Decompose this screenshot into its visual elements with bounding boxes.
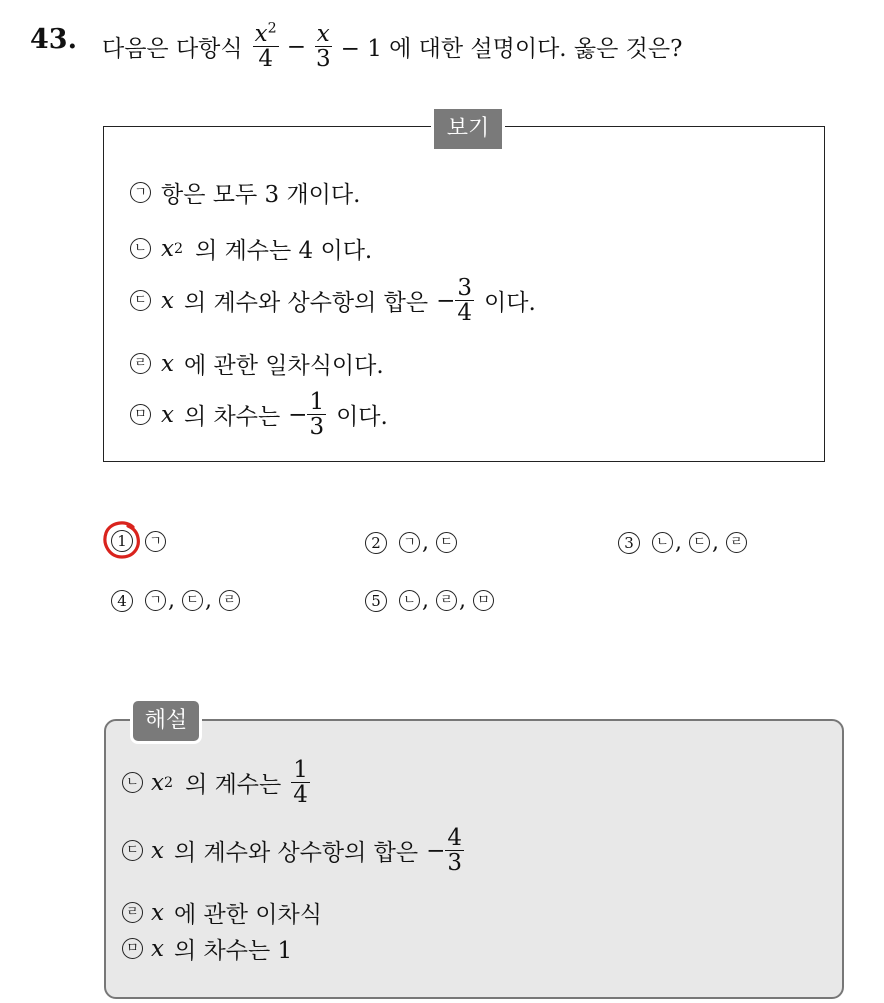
choice-number: 4 bbox=[111, 590, 133, 612]
fraction bbox=[445, 826, 464, 875]
poly-var: x bbox=[254, 21, 268, 47]
fraction bbox=[291, 758, 310, 807]
marker-nieun: ㄴ bbox=[399, 590, 420, 611]
solution-item-1: ㄴ x 2 의 계수는 $\frac{1}{4}$ bbox=[122, 758, 314, 807]
choice-2[interactable]: 2 ㄱ , ㄷ bbox=[365, 530, 459, 555]
marker-giyeok: ㄱ bbox=[145, 531, 166, 552]
marker-rieul: ㄹ bbox=[436, 590, 457, 611]
solution-item-3 bbox=[122, 896, 322, 929]
minus-sign: − bbox=[286, 33, 306, 60]
bogi-item-2: ㄴ x 2 의 계수는 4 이다. bbox=[130, 232, 372, 265]
marker-giyeok: ㄱ bbox=[399, 532, 420, 553]
marker-digeut: ㄷ bbox=[689, 532, 710, 553]
denominator: 4 bbox=[293, 782, 308, 809]
solution-item-text: 에 관한 이차식 bbox=[173, 902, 322, 928]
marker-giyeok: ㄱ bbox=[130, 182, 151, 203]
bogi-item-text: 항은 모두 3 개이다. bbox=[161, 182, 361, 208]
choice-5[interactable]: 5 ㄴ , ㄹ , ㅁ bbox=[365, 588, 496, 613]
choice-number: 2 bbox=[365, 532, 387, 554]
numerator: 4 bbox=[447, 825, 463, 851]
var-x: x bbox=[151, 899, 164, 926]
marker-nieun: ㄴ bbox=[652, 532, 673, 553]
choice-number: 3 bbox=[618, 532, 640, 554]
var-x: x bbox=[151, 935, 164, 962]
marker-rieul: ㄹ bbox=[122, 902, 143, 923]
bogi-item-5 bbox=[130, 390, 388, 439]
bogi-title: 보기 bbox=[431, 106, 505, 152]
var-x: x bbox=[161, 235, 174, 262]
poly-denominator-2: 3 bbox=[315, 46, 331, 73]
marker-rieul: ㄹ bbox=[130, 353, 151, 374]
marker-nieun: ㄴ bbox=[122, 772, 143, 793]
marker-rieul: ㄹ bbox=[726, 532, 747, 553]
bogi-item-1 bbox=[130, 176, 360, 209]
marker-mieum: ㅁ bbox=[122, 938, 143, 959]
sign: − bbox=[288, 401, 308, 428]
var-x: x bbox=[161, 401, 174, 428]
question-prefix: 다음은 다항식 bbox=[102, 36, 243, 63]
bogi-item-text: 에 관한 일차식이다. bbox=[183, 353, 384, 379]
fraction bbox=[455, 276, 474, 325]
marker-mieum: ㅁ bbox=[473, 590, 494, 611]
choice-1[interactable] bbox=[111, 530, 168, 552]
denominator: 3 bbox=[309, 414, 325, 441]
question-text bbox=[102, 22, 682, 71]
bogi-item-text: 의 계수와 상수항의 합은 bbox=[183, 290, 429, 317]
solution-item-text: 의 계수와 상수항의 합은 bbox=[173, 840, 419, 867]
marker-mieum: ㅁ bbox=[130, 404, 151, 425]
choice-number: 1 bbox=[111, 530, 133, 552]
solution-item-text: 의 계수는 bbox=[185, 772, 282, 799]
bogi-item-after: 이다. bbox=[336, 404, 388, 431]
bogi-item-text: 의 계수는 4 이다. bbox=[195, 238, 373, 264]
marker-giyeok: ㄱ bbox=[145, 590, 166, 611]
choice-4[interactable]: 4 ㄱ , ㄷ , ㄹ bbox=[111, 588, 242, 613]
marker-nieun: ㄴ bbox=[130, 238, 151, 259]
fraction bbox=[307, 390, 326, 439]
numerator: 1 bbox=[309, 389, 325, 415]
fraction-x2-over-4 bbox=[253, 22, 279, 71]
marker-digeut: ㄷ bbox=[436, 532, 457, 553]
var-x: x bbox=[151, 769, 164, 796]
solution-item-text: 의 차수는 1 bbox=[173, 938, 293, 964]
numerator: 1 bbox=[293, 757, 308, 783]
denominator: 4 bbox=[457, 300, 473, 327]
var-x: x bbox=[161, 287, 174, 314]
denominator: 3 bbox=[447, 850, 463, 877]
marker-digeut: ㄷ bbox=[182, 590, 203, 611]
poly-numerator-2: x bbox=[316, 21, 330, 47]
bogi-item-after: 이다. bbox=[484, 290, 536, 317]
poly-denominator-1: 4 bbox=[258, 46, 273, 73]
marker-digeut: ㄷ bbox=[130, 290, 151, 311]
marker-digeut: ㄷ bbox=[122, 840, 143, 861]
question-tail: − 1 에 대한 설명이다. 옳은 것은? bbox=[340, 36, 683, 63]
sign: − bbox=[426, 837, 446, 864]
bogi-item-text: 의 차수는 bbox=[183, 404, 281, 431]
fraction-x-over-3 bbox=[314, 22, 333, 71]
poly-exponent: 2 bbox=[267, 20, 277, 37]
choice-number: 5 bbox=[365, 590, 387, 612]
solution-item-2 bbox=[122, 826, 468, 875]
var-x: x bbox=[161, 350, 174, 377]
numerator: 3 bbox=[457, 275, 473, 301]
solution-title: 해설 bbox=[130, 698, 202, 744]
var-x: x bbox=[151, 837, 164, 864]
solution-item-4 bbox=[122, 932, 292, 965]
sign: − bbox=[436, 287, 456, 314]
choice-3[interactable]: 3 ㄴ , ㄷ , ㄹ bbox=[618, 530, 749, 555]
bogi-item-4 bbox=[130, 347, 384, 380]
bogi-item-3 bbox=[130, 276, 536, 325]
question-number: 43. bbox=[30, 24, 77, 55]
marker-rieul: ㄹ bbox=[219, 590, 240, 611]
